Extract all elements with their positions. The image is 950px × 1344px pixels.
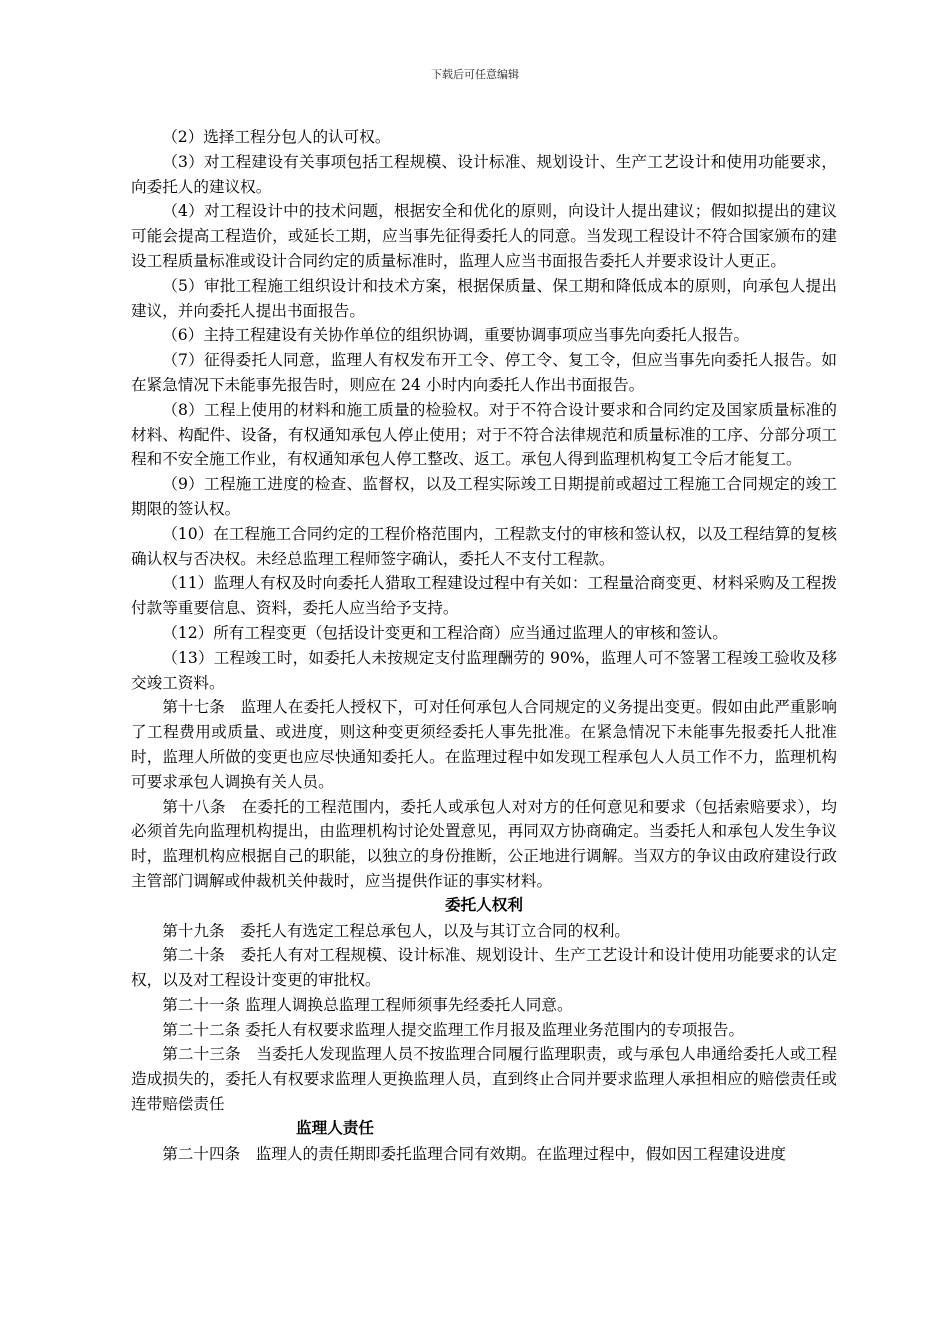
- paragraph: （2）选择工程分包人的认可权。: [162, 128, 391, 146]
- paragraph: （13）工程竣工时，如委托人未按规定支付监理酬劳的 90%，监理人可不签署工程竣工验收及移交竣工资料。: [131, 648, 837, 692]
- paragraph: （12）所有工程变更（包括设计变更和工程洽商）应当通过监理人的审核和签认。: [162, 623, 728, 642]
- paragraph: （8）工程上使用的材料和施工质量的检验权。对于不符合设计要求和合同约定及国家质量标准的材料、构配件、设备，有权通知承包人停止使用；对于不符合法律规范和质量标准的工序、分部分项工程和不安全施工作业，有权通知承包人停工整改、返工。承包人得到监理机构复工令后才能复工。: [131, 400, 837, 469]
- paragraph: （6）主持工程建设有关协作单位的组织协调，重要协调事项应当事先向委托人报告。: [162, 326, 750, 345]
- page-header: 下载后可任意编辑: [431, 68, 519, 81]
- paragraph: （10）在工程施工合同约定的工程价格范围内，工程款支付的审核和签认权，以及工程结算的复核确认权与否决权。未经总监理工程师签字确认，委托人不支付工程款。: [131, 524, 837, 568]
- paragraph: 第二十二条 委托人有权要求监理人提交监理工作月报及监理业务范围内的专项报告。: [162, 1020, 745, 1039]
- paragraph: 第十八条 在委托的工程范围内，委托人或承包人对对方的任何意见和要求（包括索赔要求），均必须首先向监理机构提出，由监理机构讨论处置意见，再同双方协商确定。当委托人和承包人发生争议时，监理机构应根据自己的职能，以独立的身份推断，公正地进行调解。当双方的争议由政府建设行政主管部门调解或仲裁机关仲裁时，应当提供作证的事实材料。: [131, 797, 837, 890]
- section-heading-client-rights: 委托人权利: [445, 896, 523, 914]
- paragraph: 第十九条 委托人有选定工程总承包人，以及与其订立合同的权利。: [162, 921, 631, 940]
- paragraph: （4）对工程设计中的技术问题，根据安全和优化的原则，向设计人提出建议；假如拟提出的建议可能会提高工程造价，或延长工期，应当事先征得委托人的同意。当发现工程设计不符合国家颁布的建设工程质量标准或设计合同约定的质量标准时，监理人应当书面报告委托人并要求设计人更正。: [131, 202, 837, 270]
- paragraph: 第二十三条 当委托人发现监理人员不按监理合同履行监理职责，或与承包人串通给委托人或工程造成损失的，委托人有权要求监理人更换监理人员，直到终止合同并要求监理人承担相应的赔偿责任或连带赔偿责任: [131, 1045, 837, 1114]
- paragraph: （9）工程施工进度的检查、监督权，以及工程实际竣工日期提前或超过工程施工合同规定的竣工期限的签认权。: [131, 475, 837, 518]
- paragraph: 第二十一条 监理人调换总监理工程师须事先经委托人同意。: [162, 995, 573, 1014]
- paragraph: 第二十条 委托人有对工程规模、设计标准、规划设计、生产工艺设计和设计使用功能要求的认定权，以及对工程设计变更的审批权。: [131, 946, 837, 990]
- paragraph: （11）监理人有权及时向委托人猎取工程建设过程中有关如：工程量洽商变更、材料采购及工程拨付款等重要信息、资料，委托人应当给予支持。: [131, 574, 837, 618]
- paragraph: （3）对工程建设有关事项包括工程规模、设计标准、规划设计、生产工艺设计和使用功能要求，向委托人的建议权。: [131, 152, 837, 196]
- paragraph: 第二十四条 监理人的责任期即委托监理合同有效期。在监理过程中，假如因工程建设进度: [162, 1144, 786, 1163]
- document-body: [131, 125, 837, 1166]
- section-heading-supervisor-liability: 监理人责任: [296, 1119, 374, 1137]
- paragraph: 第十七条 监理人在委托人授权下，可对任何承包人合同规定的义务提出变更。假如由此严重影响了工程费用或质量、或进度，则这种变更须经委托人事先批准。在紧急情况下未能事先报委托人批准时，监理人所做的变更也应尽快通知委托人。在监理过程中如发现工程承包人人员工作不力，监理机构可要求承包人调换有关人员。: [131, 698, 837, 791]
- paragraph: （7）征得委托人同意，监理人有权发布开工令、停工令、复工令，但应当事先向委托人报告。如在紧急情况下未能事先报告时，则应在 24 小时内向委托人作出书面报告。: [131, 351, 837, 394]
- paragraph: （5）审批工程施工组织设计和技术方案，根据保质量、保工期和降低成本的原则，向承包人提出建议，并向委托人提出书面报告。: [131, 276, 837, 320]
